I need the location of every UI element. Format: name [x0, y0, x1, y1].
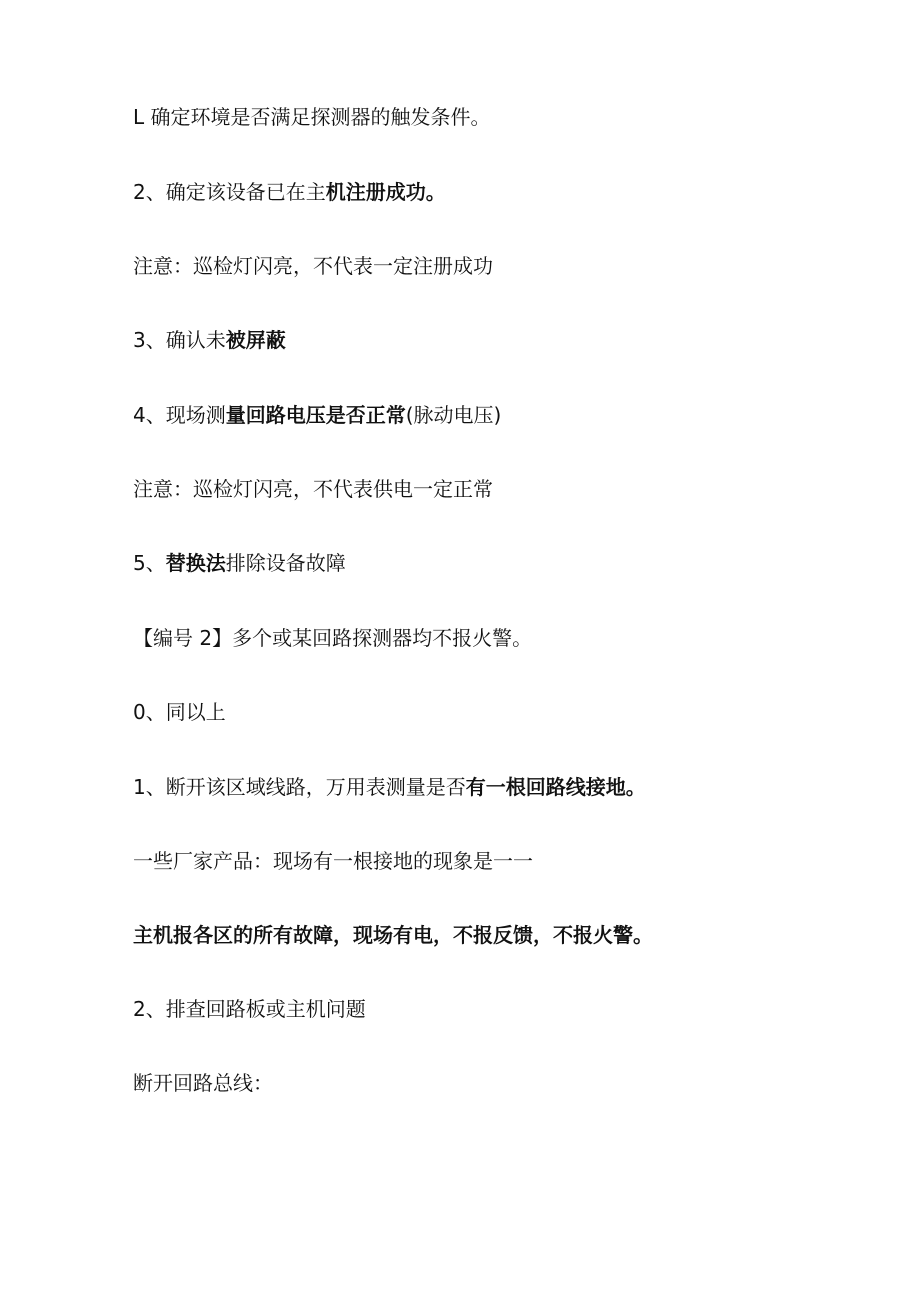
paragraph-step-2	[133, 180, 446, 204]
text-run: 【编号 2】多个或某回路探测器均不报火警。	[133, 626, 533, 650]
text-run: 2、确定该设备已在主	[133, 180, 326, 204]
bold-text-run: 主机报各区的所有故障，现场有电，不报反馈，不报火警。	[133, 923, 653, 947]
bold-text-run: 机注册成功。	[325, 180, 446, 204]
bold-text-run: 有一根回路线接地。	[465, 775, 646, 799]
text-run: 注意：巡检灯闪亮，不代表一定注册成功	[133, 254, 493, 278]
paragraph-step-l	[133, 105, 491, 129]
paragraph-disconnect-bus	[133, 1071, 273, 1095]
paragraph-symptom-bold	[133, 923, 653, 947]
paragraph-vendor-note	[133, 849, 533, 873]
text-run: 一些厂家产品：现场有一根接地的现象是一一	[133, 849, 533, 873]
text-run: 注意：巡检灯闪亮，不代表供电一定正常	[133, 477, 493, 501]
paragraph-step-5	[133, 551, 346, 575]
paragraph-step-3	[133, 328, 286, 352]
text-run: 2、排查回路板或主机问题	[133, 997, 366, 1021]
text-run: 5、	[133, 551, 166, 575]
text-run: L 确定环境是否满足探测器的触发条件。	[133, 105, 491, 129]
paragraph-note-1	[133, 254, 493, 278]
text-run: 断开回路总线：	[133, 1071, 273, 1095]
paragraph-step-4	[133, 403, 501, 427]
text-run: 4、现场测	[133, 403, 226, 427]
paragraph-step-0	[133, 700, 226, 724]
text-run: 排除设备故障	[225, 551, 346, 575]
paragraph-note-2	[133, 477, 493, 501]
text-run: 1、断开该区域线路，万用表测量是否	[133, 775, 466, 799]
paragraph-step-2b	[133, 997, 366, 1021]
paragraph-step-1b	[133, 775, 646, 799]
section-heading-no2	[133, 626, 532, 650]
bold-text-run: 替换法	[165, 551, 226, 575]
text-run: 3、确认未	[133, 328, 226, 352]
text-run: (脉动电压)	[405, 403, 502, 427]
text-run: 0、同以上	[133, 700, 226, 724]
bold-text-run: 被屏蔽	[225, 328, 286, 352]
bold-text-run: 量回路电压是否正常	[225, 403, 406, 427]
